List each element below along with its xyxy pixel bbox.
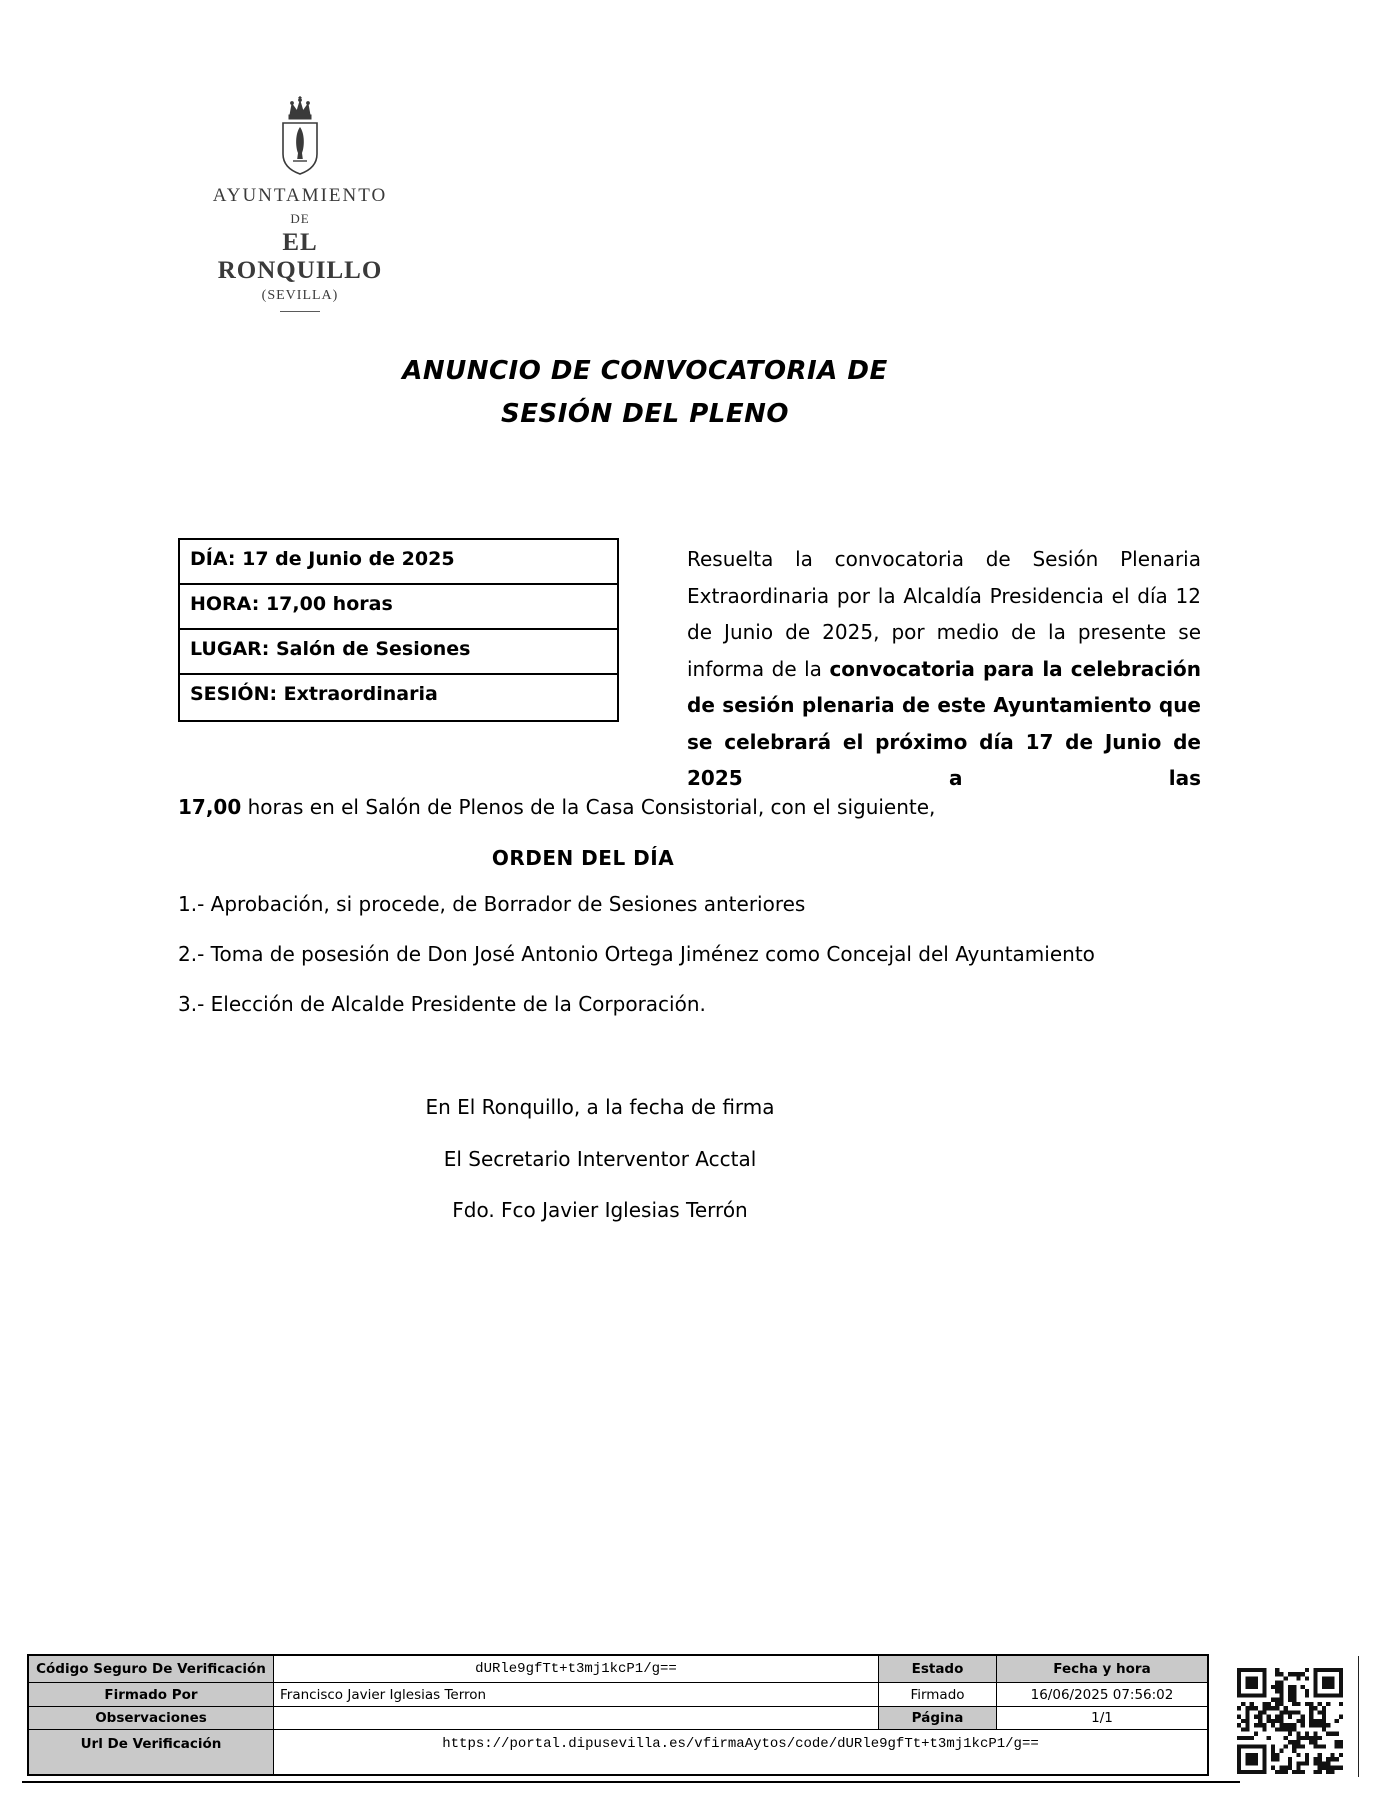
logo-line-sevilla: (SEVILLA) xyxy=(261,288,339,303)
orden-item-1: 1.- Aprobación, si procede, de Borrador de Sesiones anteriores xyxy=(178,892,806,916)
info-row-lugar: LUGAR: Salón de Sesiones xyxy=(180,630,617,675)
csv-value-cell: dURle9gfTt+t3mj1kcP1/g== xyxy=(274,1656,879,1683)
orden-item-2: 2.- Toma de posesión de Don José Antonio Ortega Jiménez como Concejal del Ayuntamiento xyxy=(178,942,1095,966)
intro-regular-text: Resuelta la convocatoria de Sesión Plenaria Extraordinaria por la Alcaldía Presidencia el día 12 de Junio de 2025, por medio de la presente se informa de la xyxy=(687,547,1201,681)
estado-value-cell: Firmado xyxy=(879,1683,997,1707)
intro-bold-text: convocatoria para la celebración de sesión plenaria de este Ayuntamiento que se celebrará el próximo día 17 de Junio de 2025 a las xyxy=(687,656,1201,790)
signature-block xyxy=(180,1082,1020,1237)
csv-label-cell: Código Seguro De Verificación xyxy=(29,1656,274,1683)
estado-label-cell: Estado xyxy=(879,1656,997,1683)
fecha-value-cell: 16/06/2025 07:56:02 xyxy=(997,1683,1207,1707)
observaciones-label-cell: Observaciones xyxy=(29,1707,274,1730)
firmado-value-cell: Francisco Javier Iglesias Terron xyxy=(274,1683,879,1707)
continuation-bold-text: 17,00 xyxy=(178,795,242,819)
firmado-label-cell: Firmado Por xyxy=(29,1683,274,1707)
info-row-hora: HORA: 17,00 horas xyxy=(180,585,617,630)
continuation-regular-text: horas en el Salón de Plenos de la Casa Consistorial, con el siguiente, xyxy=(241,795,936,819)
observaciones-value-cell xyxy=(274,1707,879,1730)
closing-place-line: En El Ronquillo, a la fecha de firma xyxy=(425,1095,775,1119)
document-title xyxy=(350,350,940,436)
pagina-label-cell: Página xyxy=(879,1707,997,1730)
fecha-label-cell: Fecha y hora xyxy=(997,1656,1207,1683)
info-row-sesion: SESIÓN: Extraordinaria xyxy=(190,683,438,705)
url-label-cell: Url De Verificación xyxy=(29,1730,274,1774)
title-line-2: SESIÓN DEL PLENO xyxy=(500,399,789,429)
url-value-cell: https://portal.dipusevilla.es/vfirmaAytos/code/dURle9gfTt+t3mj1kcP1/g== xyxy=(442,1736,1039,1752)
title-line-1: ANUNCIO DE CONVOCATORIA DE xyxy=(402,356,888,386)
logo-line-de: DE xyxy=(290,211,310,226)
intro-paragraph xyxy=(687,541,1201,797)
closing-signer-line: Fdo. Fco Javier Iglesias Terrón xyxy=(452,1198,748,1222)
qr-code xyxy=(1237,1668,1343,1774)
footer-rule xyxy=(22,1781,1240,1783)
orden-item-3: 3.- Elección de Alcalde Presidente de la Corporación. xyxy=(178,992,706,1016)
logo-line-el-ronquillo: EL RONQUILLO xyxy=(217,229,383,284)
info-row-dia: DÍA: 17 de Junio de 2025 xyxy=(180,540,617,585)
pagina-value-cell: 1/1 xyxy=(997,1707,1207,1730)
footer-right-border xyxy=(1358,1656,1359,1777)
municipal-logo xyxy=(198,96,402,312)
coat-of-arms-icon xyxy=(277,96,323,178)
session-info-table xyxy=(178,538,619,722)
logo-divider xyxy=(280,311,320,312)
closing-role-line: El Secretario Interventor Acctal xyxy=(443,1146,757,1171)
verification-table xyxy=(27,1654,1209,1776)
logo-line-ayuntamiento: AYUNTAMIENTO xyxy=(212,185,388,206)
intro-continuation-line xyxy=(178,795,1238,819)
orden-del-dia-heading: ORDEN DEL DÍA xyxy=(491,846,675,870)
